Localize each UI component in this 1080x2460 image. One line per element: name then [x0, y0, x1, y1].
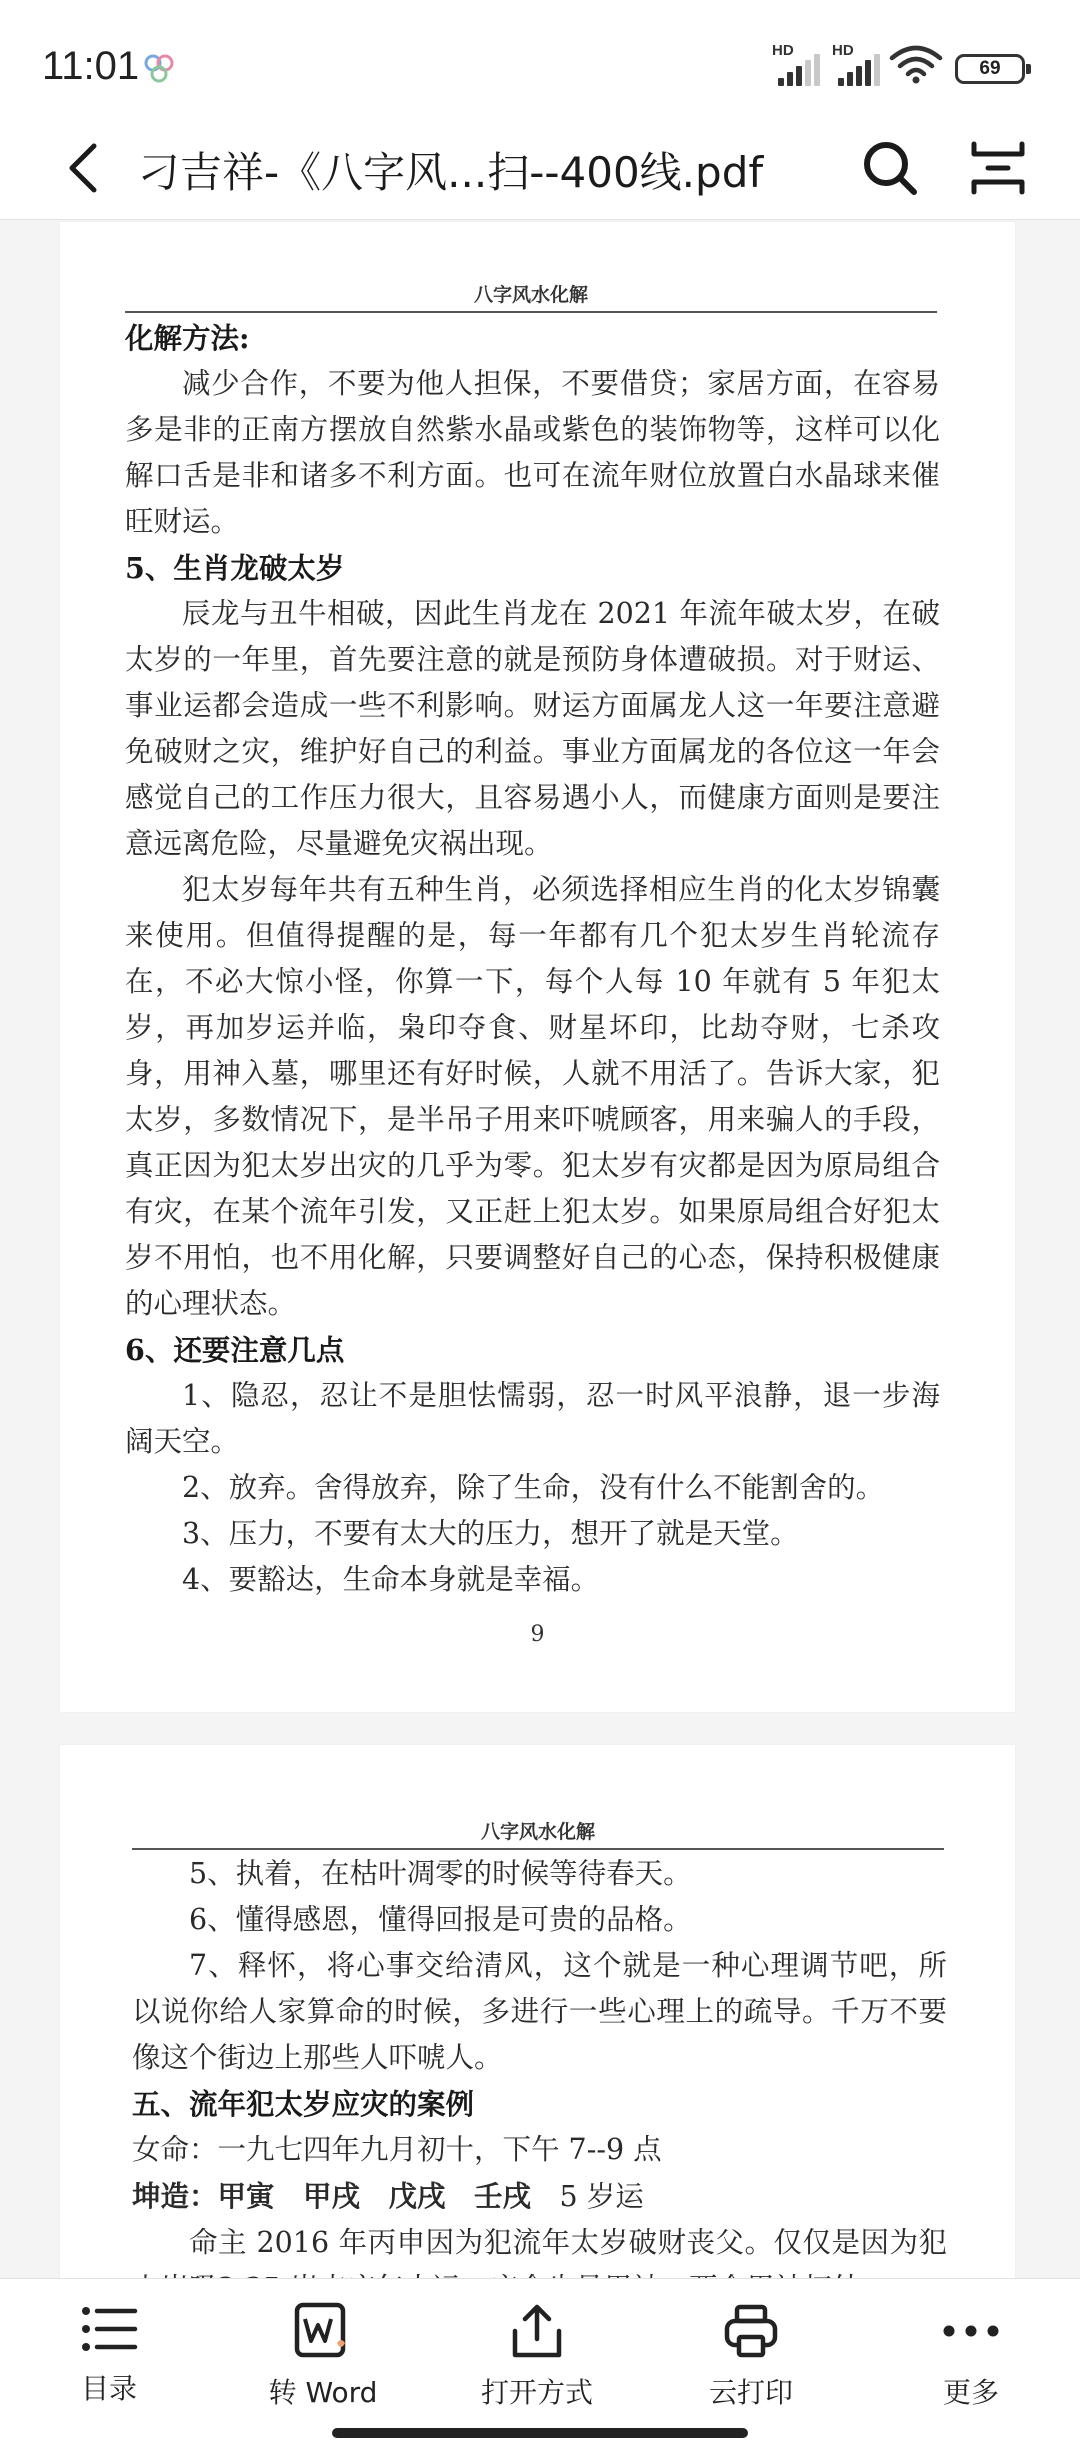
bazi-pillars: 坤造：甲寅 甲戌 戊戌 壬戌 5 岁运 [132, 2179, 644, 2213]
more-label: 更多 [942, 2376, 999, 2409]
convert-word-label: 转 Word [268, 2376, 378, 2409]
battery-icon [955, 54, 1025, 84]
signal-icon: HD [832, 46, 884, 86]
list-item: 2、放弃。舍得放弃，除了生命，没有什么不能割舍的。 [182, 1471, 885, 1504]
convert-word-icon [291, 2301, 355, 2361]
convert-word-button[interactable] [238, 2293, 408, 2423]
document-toolbar [0, 118, 1080, 220]
back-arrow-icon[interactable] [60, 138, 110, 198]
page-body [125, 315, 940, 1603]
home-indicator[interactable] [332, 2428, 748, 2438]
list-icon [79, 2301, 139, 2357]
more-button[interactable] [886, 2293, 1056, 2423]
list-item: 6、懂得感恩，懂得回报是可贵的品格。 [189, 1903, 692, 1936]
wifi-icon [890, 46, 942, 84]
cloud-print-label: 云打印 [708, 2376, 793, 2409]
pdf-page[interactable] [60, 222, 1015, 1712]
signal-icon: HD [772, 46, 824, 86]
page-number: 9 [530, 1622, 545, 1647]
paragraph: 减少合作，不要为他人担保，不要借贷；家居方面，在容易多是非的正南方摆放自然紫水晶或紫色的装饰物等，这样可以化解口舌是非和诸多不利方面。也可在流年财位放置白水晶球来催旺财运。 [125, 367, 940, 538]
status-time: 11:01 [42, 44, 140, 88]
share-icon [507, 2301, 567, 2361]
list-item: 1、隐忍，忍让不是胆怯懦弱，忍一时风平浪静，退一步海阔天空。 [125, 1379, 940, 1458]
list-item: 4、要豁达，生命本身就是幸福。 [182, 1563, 600, 1596]
printer-icon [721, 2301, 781, 2361]
paragraph: 犯太岁每年共有五种生肖，必须选择相应生肖的化太岁锦囊来使用。但值得提醒的是，每一年都有几个犯太岁生肖轮流存在，不必大惊小怪，你算一下，每个人每 10 年就有 5 年犯太岁，再加岁运并临，枭印夺食、财星坏印，比劫夺财，七杀攻身，用神入墓，哪里还有好时候，人就不用活了。告诉大家，犯太岁，多数情况下，是半吊子用来吓唬顾客，用来骗人的手段，真正因为犯太岁出灾的几乎为零。犯太岁有灾都是因为原局组合有灾，在某个流年引发，又正赶上犯太岁。如果原局组合好犯太岁不用怕，也不用化解，只要调整好自己的心态，保持积极健康的心理状态。 [125, 873, 940, 1320]
section-heading: 化解方法: [125, 321, 250, 355]
cloud-print-button[interactable] [666, 2293, 836, 2423]
search-icon[interactable] [858, 136, 922, 200]
list-item: 3、压力，不要有太大的压力，想开了就是天堂。 [182, 1517, 799, 1550]
paragraph: 命主 2016 年丙申因为犯流年太岁破财丧父。仅仅是因为犯 [189, 2226, 947, 2259]
page-header: 八字风水化解 [125, 280, 937, 313]
page-body [132, 1851, 947, 2312]
open-with-label: 打开方式 [480, 2376, 593, 2409]
page-header: 八字风水化解 [132, 1817, 944, 1850]
pdf-page[interactable] [60, 1745, 1015, 2285]
list-item: 7、释怀，将心事交给清风，这个就是一种心理调节吧，所以说你给人家算命的时候，多进行一些心理上的疏导。千万不要像这个街边上那些人吓唬人。 [132, 1949, 947, 2074]
status-bar [0, 0, 1080, 118]
app-notification-icon [142, 52, 176, 86]
section-heading: 五、流年犯太岁应灾的案例 [132, 2087, 475, 2121]
menu-icon[interactable] [968, 136, 1028, 200]
battery-level: 69 [979, 58, 1001, 79]
open-with-button[interactable] [452, 2293, 622, 2423]
document-title: 刁吉祥-《八字风...扫--400线.pdf [138, 148, 764, 197]
list-item: 5、执着，在枯叶凋零的时候等待春天。 [189, 1857, 692, 1890]
birth-info: 女命：一九七四年九月初十，下午 7--9 点 [132, 2133, 662, 2166]
section-heading: 6、还要注意几点 [125, 1333, 345, 1367]
section-heading: 5、生肖龙破太岁 [125, 551, 345, 585]
paragraph: 辰龙与丑牛相破，因此生肖龙在 2021 年流年破太岁，在破太岁的一年里，首先要注意的就是预防身体遭破损。对于财运、事业运都会造成一些不利影响。财运方面属龙人这一年要注意避免破财之灾，维护好自己的利益。事业方面属龙的各位这一年会感觉自己的工作压力很大，且容易遇小人，而健康方面则是要注意远离危险，尽量避免灾祸出现。 [125, 597, 940, 860]
toc-button[interactable] [24, 2293, 194, 2423]
more-icon [939, 2301, 1003, 2361]
toc-label: 目录 [80, 2372, 137, 2405]
